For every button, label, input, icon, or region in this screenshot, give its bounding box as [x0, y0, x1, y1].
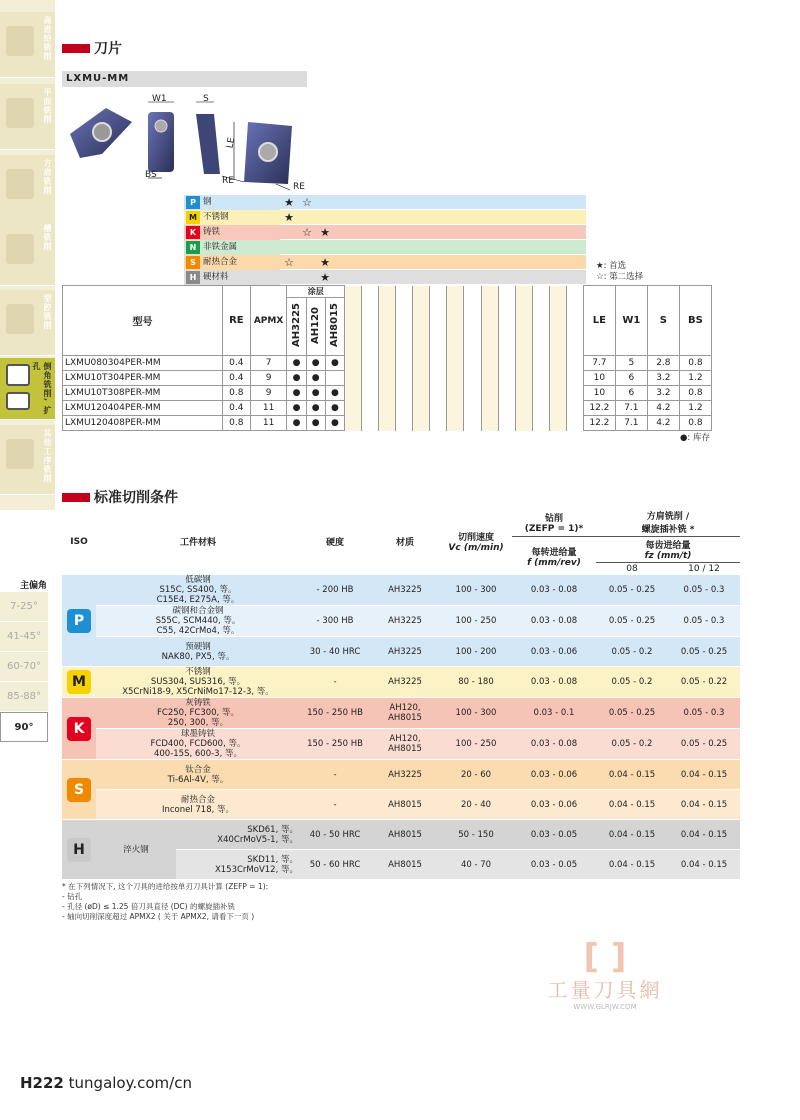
col-drill: 钻削 — [544, 513, 563, 524]
angle-item[interactable]: 85-88° — [0, 682, 48, 712]
iso-code-badge: P — [186, 196, 200, 209]
cell-f: 0.03 - 0.06 — [530, 799, 578, 810]
col-mill-feed: 每齿进给量 — [645, 541, 691, 551]
bore-icon — [6, 392, 30, 410]
cell-fz1012: 0.05 - 0.25 — [680, 739, 728, 749]
cell-speed: 20 - 60 — [460, 769, 492, 780]
iso-badge-m: M — [67, 670, 91, 694]
grade-mark — [280, 240, 298, 255]
other-mill-icon — [6, 439, 34, 469]
iso-badge-h: H — [67, 838, 91, 862]
material-cell: 钛合金 Ti-6Al-4V, 等。 — [167, 764, 229, 785]
cell-apmx: 11 — [250, 416, 287, 431]
cell-stock: ● — [325, 401, 344, 416]
cell-stock: ● — [325, 356, 344, 371]
angle-item[interactable]: 41-45° — [0, 622, 48, 652]
table-row — [62, 606, 740, 637]
col-mill: 方肩铣削 / — [646, 512, 690, 522]
material-name: 不锈钢 — [203, 212, 229, 222]
grade-mark — [316, 210, 334, 225]
pocket-mill-icon — [6, 304, 34, 334]
cell-stock: ● — [306, 416, 325, 431]
cell-grade: AH120, AH8015 — [388, 703, 422, 723]
cell-fz08: 0.05 - 0.25 — [608, 616, 656, 626]
col-w1: W1 — [615, 286, 647, 356]
cell-model: LXMU120408PER-MM — [63, 416, 223, 431]
cell-speed: 50 - 150 — [458, 829, 494, 840]
cell-stock: ● — [287, 356, 306, 371]
cell-hardness: 150 - 250 HB — [307, 708, 363, 718]
cutting-table — [62, 508, 740, 880]
angle-item[interactable]: 60-70° — [0, 652, 48, 682]
col-grade: 材质 — [395, 538, 414, 548]
dim-re2: RE — [293, 182, 305, 192]
col-08: 08 — [626, 564, 638, 574]
sidebar-tab-slot[interactable]: 槽铣削 — [0, 220, 55, 286]
shoulder-mill-icon — [6, 169, 34, 199]
col-re: RE — [222, 286, 250, 356]
cell-speed: 100 - 250 — [455, 616, 497, 626]
grade-mark: ☆ — [302, 226, 312, 239]
face-mill-icon — [6, 98, 34, 128]
cell-grade: AH8015 — [388, 859, 422, 870]
cell-speed: 100 - 250 — [455, 739, 497, 749]
table-row — [62, 575, 740, 606]
col-hardness: 硬度 — [325, 538, 344, 548]
grade-ah120: AH120 — [310, 306, 322, 344]
cell-stock: ● — [306, 356, 325, 371]
page-number: H222 — [20, 1074, 64, 1092]
dim-s: S — [203, 94, 209, 104]
angle-list — [0, 592, 48, 742]
chamfer-icon — [6, 364, 30, 386]
cell-fz08: 0.05 - 0.2 — [611, 739, 653, 749]
material-cell: 碳钢和合金钢 S55C, SCM440, 等。 C55, 42CrMo4, 等。 — [155, 606, 241, 636]
cell-fz08: 0.05 - 0.25 — [608, 708, 656, 718]
dim-re: RE — [222, 176, 234, 186]
iso-badge-s: S — [67, 778, 91, 802]
table-row — [62, 820, 740, 850]
cell-bs: 0.8 — [679, 386, 711, 401]
iso-code-badge: N — [186, 241, 200, 254]
grade-mark: ☆ — [302, 196, 312, 209]
cell-s: 3.2 — [647, 371, 679, 386]
legend-first: ★: 首选 — [596, 261, 627, 271]
cell-model: LXMU080304PER-MM — [63, 356, 223, 371]
cell-fz1012: 0.04 - 0.15 — [680, 769, 728, 780]
cell-fz1012: 0.04 - 0.15 — [680, 859, 728, 870]
material-cell: 耐热合金 Inconel 718, 等。 — [161, 794, 235, 815]
cell-grade: AH3225 — [388, 769, 422, 780]
col-speed-unit: Vc (m/min) — [448, 543, 504, 553]
cell-grade: AH3225 — [388, 585, 422, 595]
cell-f: 0.03 - 0.05 — [530, 829, 578, 840]
col-drill-feed-unit: f (mm/rev) — [527, 557, 581, 568]
cell-hardness: 50 - 60 HRC — [309, 859, 361, 870]
cell-hardness: - — [333, 677, 337, 687]
grade-mark: ☆ — [284, 256, 294, 269]
cell-stock: ● — [325, 416, 344, 431]
cell-apmx: 11 — [250, 401, 287, 416]
cell-w1: 7.1 — [615, 401, 647, 416]
cell-le: 10 — [583, 386, 615, 401]
material-name: 非铁金属 — [203, 242, 238, 252]
cell-le: 10 — [583, 371, 615, 386]
cell-s: 2.8 — [647, 356, 679, 371]
cell-re: 0.4 — [222, 371, 250, 386]
table-row — [63, 371, 712, 386]
insert-table — [62, 285, 712, 431]
cell-fz1012: 0.05 - 0.25 — [680, 646, 728, 657]
cell-w1: 5 — [615, 356, 647, 371]
cell-le: 7.7 — [583, 356, 615, 371]
dim-le: LE — [225, 136, 238, 150]
material-name: 钢 — [203, 197, 212, 207]
grade-mark: ★ — [320, 271, 330, 284]
cell-model: LXMU10T308PER-MM — [63, 386, 223, 401]
iso-code-badge: H — [186, 271, 200, 284]
cell-model: LXMU10T304PER-MM — [63, 371, 223, 386]
cell-speed: 80 - 180 — [458, 677, 494, 687]
col-iso: ISO — [70, 536, 88, 547]
cell-speed: 40 - 70 — [460, 859, 492, 870]
sidebar-tab-face[interactable]: 平面铣削 — [0, 84, 55, 150]
cell-f: 0.03 - 0.05 — [530, 859, 578, 870]
sidebar — [0, 0, 55, 510]
legend-stock: ●: 库存 — [680, 433, 710, 443]
legend-second: ☆: 第二选择 — [596, 272, 644, 282]
cell-f: 0.03 - 0.08 — [530, 616, 578, 626]
material-cell: SKD61, 等。 X40CrMoV5-1, 等。 — [217, 824, 298, 845]
cell-s: 4.2 — [647, 401, 679, 416]
sidebar-tab-shoulder[interactable]: 方肩铣削 — [0, 155, 55, 221]
col-le: LE — [583, 286, 615, 356]
insert-side-view — [196, 114, 220, 174]
cell-f: 0.03 - 0.08 — [530, 739, 578, 749]
col-material: 工件材料 — [179, 538, 216, 548]
cell-bs: 0.8 — [679, 356, 711, 371]
cell-speed: 100 - 300 — [455, 708, 497, 718]
table-row — [62, 790, 740, 820]
material-name: 硬材料 — [203, 272, 229, 282]
cell-fz08: 0.04 - 0.15 — [608, 769, 656, 780]
cell-w1: 6 — [615, 371, 647, 386]
material-name: 耐热合金 — [203, 257, 238, 267]
material-cell: 灰铸铁 FC250, FC300, 等。 250, 300, 等。 — [157, 698, 239, 728]
cell-fz08: 0.04 - 0.15 — [608, 829, 656, 840]
cell-stock: ● — [325, 386, 344, 401]
title-bar — [62, 44, 90, 53]
cell-stock: ● — [306, 386, 325, 401]
cell-hardness: - — [333, 769, 337, 780]
insert-illustration — [66, 92, 316, 192]
cell-le: 12.2 — [583, 401, 615, 416]
cell-grade: AH8015 — [388, 799, 422, 810]
iso-code-badge: M — [186, 211, 200, 224]
col-bs: BS — [679, 286, 711, 356]
table-row — [62, 698, 740, 729]
angle-item[interactable]: 7-25° — [0, 592, 48, 622]
sidebar-tab-high-feed[interactable]: 高进给铣削 — [0, 12, 55, 78]
grade-mark — [316, 240, 334, 255]
cell-apmx: 9 — [250, 371, 287, 386]
material-name: 铸铁 — [203, 227, 221, 237]
cell-fz08: 0.04 - 0.15 — [608, 859, 656, 870]
cell-stock — [325, 371, 344, 386]
material-cell: 不锈钢 SUS304, SUS316, 等。 X5CrNi18-9, X5CrNiMo17-12-3, 等。 — [122, 667, 274, 697]
grade-mark: ★ — [284, 211, 294, 224]
grade-ah8015: AH8015 — [329, 303, 341, 347]
footer — [20, 1074, 192, 1092]
cell-grade: AH3225 — [388, 646, 422, 657]
sidebar-tab-other[interactable]: 其他工序铣削 — [0, 425, 55, 495]
cell-s: 3.2 — [647, 386, 679, 401]
cell-stock: ● — [306, 401, 325, 416]
cell-stock: ● — [287, 386, 306, 401]
table-row — [62, 729, 740, 760]
cell-speed: 100 - 300 — [455, 585, 497, 595]
angle-item-active[interactable]: 90° — [0, 712, 48, 742]
cell-re: 0.4 — [222, 356, 250, 371]
material-cell: 预硬钢 NAK80, PX5, 等。 — [161, 641, 235, 662]
cell-fz1012: 0.05 - 0.3 — [683, 708, 725, 718]
cell-fz1012: 0.05 - 0.22 — [680, 677, 728, 687]
cell-apmx: 7 — [250, 356, 287, 371]
cell-bs: 1.2 — [679, 401, 711, 416]
dim-bs: BS — [145, 170, 157, 180]
cell-hardness: - — [333, 799, 337, 810]
cell-stock: ● — [306, 371, 325, 386]
grade-mark — [298, 210, 316, 225]
table-row — [62, 667, 740, 698]
table-row — [63, 416, 712, 431]
grade-mark: ★ — [320, 226, 330, 239]
cell-f: 0.03 - 0.1 — [533, 708, 575, 718]
slot-mill-icon — [6, 234, 34, 264]
cell-hardness: 150 - 250 HB — [307, 739, 363, 749]
cell-grade: AH120, AH8015 — [388, 734, 422, 754]
cell-w1: 7.1 — [615, 416, 647, 431]
grade-mark — [298, 240, 316, 255]
cell-stock: ● — [287, 401, 306, 416]
material-cell: 球墨铸铁 FCD400, FCD600, 等。 400-15S, 600-3, 等。 — [150, 729, 246, 759]
cell-fz08: 0.04 - 0.15 — [608, 799, 656, 810]
cell-fz1012: 0.04 - 0.15 — [680, 829, 728, 840]
watermark-logo-icon: [ ] — [583, 937, 627, 977]
cell-grade: AH8015 — [388, 829, 422, 840]
watermark: [ ] 工量刀具網 WWW.GLRJW.COM — [535, 940, 675, 1011]
cell-fz1012: 0.05 - 0.3 — [683, 616, 725, 626]
col-drill-feed: 每转进给量 — [531, 547, 577, 558]
grade-mark — [298, 255, 316, 270]
col-coating: 涂层 — [287, 286, 345, 298]
angle-title: 主偏角 — [20, 581, 48, 591]
cell-hardness: - 300 HB — [316, 616, 354, 626]
footnotes: * 在下列情况下, 这个刀具的进给按单刃刀具计算 (ZEFP = 1): - 钻孔 - 孔径 (øD) ≤ 1.25 倍刀具直径 (DC) 的螺旋插补铣 - 轴向切削深度超过 APMX2 ( 关于 APMX2, 请看下一页 ) — [62, 882, 269, 921]
cell-re: 0.4 — [222, 401, 250, 416]
col-model: 型号 — [63, 286, 223, 356]
material-cell: 低碳钢 S15C, SS400, 等。 C15E4, E275A, 等。 — [156, 575, 240, 605]
cell-stock: ● — [287, 371, 306, 386]
cell-f: 0.03 - 0.08 — [530, 585, 578, 595]
table-row — [63, 401, 712, 416]
grade-mark — [280, 225, 298, 240]
cell-hardness: 40 - 50 HRC — [309, 829, 361, 840]
iso-badge-p: P — [67, 609, 91, 633]
cell-f: 0.03 - 0.06 — [530, 646, 578, 657]
material-cell: SKD11, 等。 X153CrMoV12, 等。 — [214, 854, 298, 875]
cell-fz08: 0.05 - 0.25 — [608, 585, 656, 595]
cell-w1: 6 — [615, 386, 647, 401]
insert-section-title: 刀片 — [62, 38, 122, 58]
col-s: S — [647, 286, 679, 356]
col-speed: 切削速度 — [457, 533, 494, 543]
cell-le: 12.2 — [583, 416, 615, 431]
col-drill-sub: (ZEFP = 1)* — [524, 523, 584, 534]
iso-code-badge: S — [186, 256, 200, 269]
grade-mark — [280, 270, 298, 285]
col-1012: 10 / 12 — [688, 564, 720, 574]
cell-hardness: - 200 HB — [316, 585, 354, 595]
cell-re: 0.8 — [222, 386, 250, 401]
cell-bs: 1.2 — [679, 371, 711, 386]
model-band: LXMU-MM — [62, 71, 307, 87]
sidebar-tab-pocket[interactable]: 型腔铣削 — [0, 290, 55, 356]
cell-bs: 0.8 — [679, 416, 711, 431]
cell-model: LXMU120404PER-MM — [63, 401, 223, 416]
cell-re: 0.8 — [222, 416, 250, 431]
cell-speed: 100 - 200 — [455, 646, 497, 657]
cell-grade: AH3225 — [388, 616, 422, 626]
cell-apmx: 9 — [250, 386, 287, 401]
col-apmx: APMX — [250, 286, 287, 356]
footer-site[interactable]: tungaloy.com/cn — [68, 1074, 192, 1092]
grade-mark: ★ — [320, 256, 330, 269]
cutting-section-title: 标准切削条件 — [62, 487, 178, 507]
cell-fz1012: 0.05 - 0.3 — [683, 585, 725, 595]
grade-mark — [316, 195, 334, 210]
cell-fz1012: 0.04 - 0.15 — [680, 799, 728, 810]
cell-f: 0.03 - 0.06 — [530, 769, 578, 780]
sidebar-tab-chamfer[interactable]: 倒角铣削, 扩孔 — [0, 358, 55, 420]
material-group: 淬火钢 — [123, 844, 149, 855]
table-row — [62, 637, 740, 667]
title-bar — [62, 493, 90, 502]
iso-code-badge: K — [186, 226, 200, 239]
col-mill-feed-unit: fz (mm/t) — [644, 551, 692, 561]
cell-fz08: 0.05 - 0.2 — [611, 677, 653, 687]
cell-f: 0.03 - 0.08 — [530, 677, 578, 687]
grade-mark: ★ — [284, 196, 294, 209]
high-feed-icon — [6, 26, 34, 56]
dim-w1: W1 — [152, 94, 167, 104]
table-row — [63, 356, 712, 371]
cell-stock: ● — [287, 416, 306, 431]
cell-speed: 20 - 40 — [460, 799, 492, 810]
cell-grade: AH3225 — [388, 677, 422, 687]
cell-hardness: 30 - 40 HRC — [309, 646, 361, 657]
iso-badge-k: K — [67, 717, 91, 741]
grade-ah3225: AH3225 — [291, 303, 303, 347]
table-row — [63, 386, 712, 401]
col-mill2: 螺旋插补铣 * — [641, 525, 695, 535]
table-row — [62, 760, 740, 790]
cell-s: 4.2 — [647, 416, 679, 431]
grade-mark — [298, 270, 316, 285]
cell-fz08: 0.05 - 0.2 — [611, 646, 653, 657]
